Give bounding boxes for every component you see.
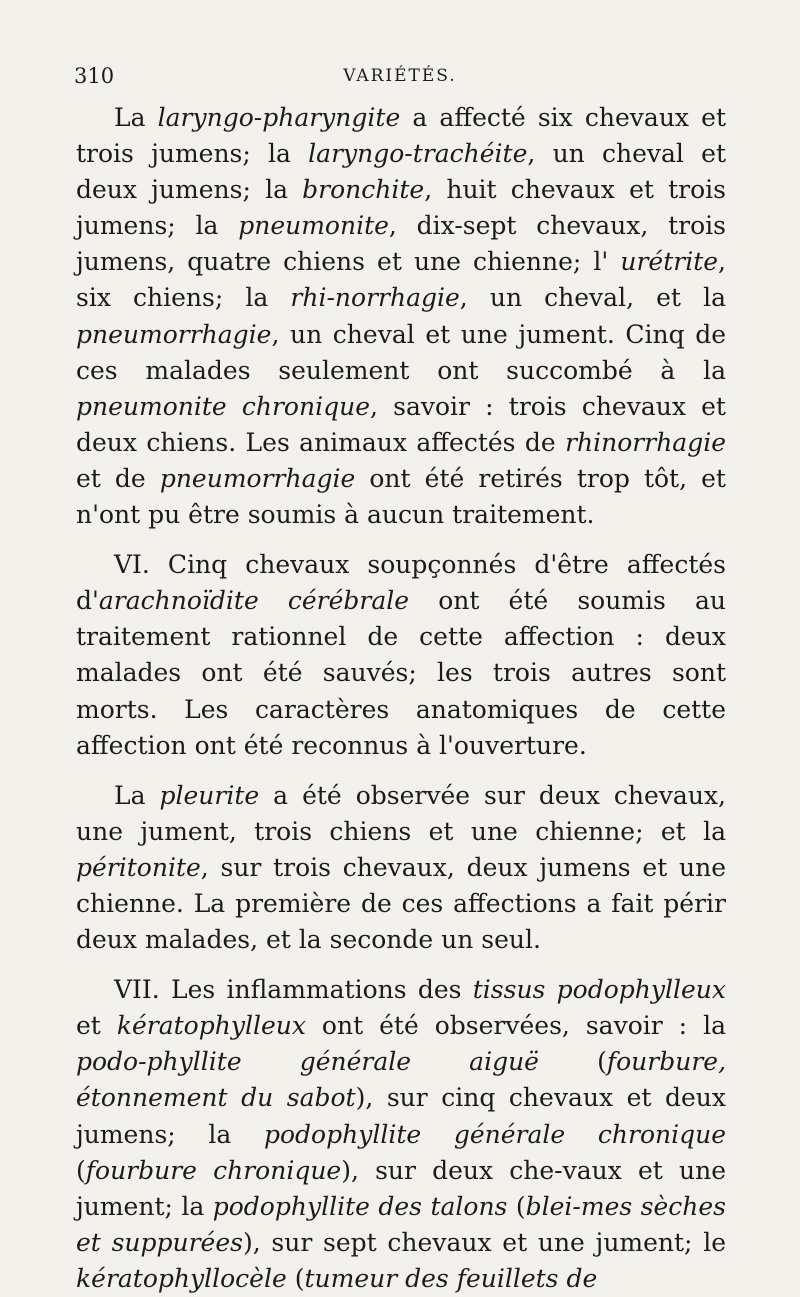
text-run: ( xyxy=(507,1191,526,1221)
italic-term: laryngo-pharyngite xyxy=(157,103,401,132)
page-number: 310 xyxy=(74,64,115,88)
running-title: VARIÉTÉS. xyxy=(343,66,457,86)
text-run: ), sur cinq chevaux et deux jumens; la xyxy=(76,1083,727,1149)
text-run: , un cheval, et la xyxy=(459,283,726,313)
italic-term: rhinorrhagie xyxy=(565,427,726,457)
text-run: ), sur deux che-vaux et une jument; la xyxy=(76,1155,726,1221)
paragraph xyxy=(76,100,726,533)
page-header xyxy=(74,60,726,92)
text-run: La xyxy=(114,780,160,810)
italic-term: tumeur des feuillets de xyxy=(304,1263,598,1293)
text-run: La xyxy=(114,103,158,132)
italic-term: fourbure chronique xyxy=(85,1155,342,1185)
italic-term: rhi-norrhagie xyxy=(290,283,460,313)
text-run: ont été retirés trop tôt, et n'ont pu être soumis à aucun traitement. xyxy=(76,463,726,530)
italic-term: arachnoïdite cérébrale xyxy=(98,586,410,616)
italic-term: laryngo-trachéite xyxy=(308,139,528,169)
italic-term: tissus podophylleux xyxy=(472,975,726,1005)
text-run: ont été soumis au traitement rationnel de cette affection : deux malades ont été sauvés; les trois autres sont morts. Les caractères anatomiques de cette affection ont été reconnus à l'ouverture. xyxy=(76,586,726,760)
text-run: VI. Cinq chevaux soupçonnés d'être affectés d' xyxy=(76,550,726,616)
text-run: et de xyxy=(76,463,160,493)
italic-term: pneumonite xyxy=(238,211,389,241)
italic-term: podophyllite générale chronique xyxy=(264,1119,726,1149)
italic-term: podophyllite des talons xyxy=(212,1191,508,1221)
italic-term: bronchite xyxy=(302,175,425,205)
italic-term: fourbure, étonnement du sabot xyxy=(76,1047,727,1113)
italic-term: pneumorrhagie xyxy=(159,463,356,493)
italic-term: pneumonite chronique xyxy=(76,391,370,421)
text-run: VII. Les inflammations des xyxy=(114,975,473,1005)
text-run: ( xyxy=(538,1047,607,1077)
italic-term: podo-phyllite générale aiguë xyxy=(76,1047,539,1077)
paragraph xyxy=(76,972,726,1297)
italic-term: péritonite xyxy=(76,852,201,882)
italic-term: pneumorrhagie xyxy=(76,319,272,349)
italic-term: kératophyllocèle xyxy=(76,1263,287,1293)
text-run: ), sur sept chevaux et une jument; le xyxy=(242,1227,727,1257)
paragraph xyxy=(76,778,726,958)
italic-term: pleurite xyxy=(159,780,260,810)
text-run: et xyxy=(76,1011,117,1041)
text-run: , un cheval et une jument. Cinq de ces malades seulement ont succombé à la xyxy=(76,319,726,385)
text-run: ont été observées, savoir : la xyxy=(305,1011,726,1041)
text-run: , six chiens; la xyxy=(76,247,726,313)
text-run: , huit chevaux et trois jumens; la xyxy=(76,175,726,241)
italic-term: urétrite xyxy=(620,247,719,277)
text-run: a été observée sur deux chevaux, une jument, trois chiens et une chienne; et la xyxy=(76,780,726,846)
text-run: , un cheval et deux jumens; la xyxy=(76,139,726,205)
text-run: a affecté six chevaux et trois jumens; la xyxy=(76,103,726,169)
page-body xyxy=(76,100,726,1297)
text-run: , dix-sept chevaux, trois jumens, quatre chiens et une chienne; l' xyxy=(76,211,726,277)
text-run: , sur trois chevaux, deux jumens et une chienne. La première de ces affections a fait périr deux malades, et la seconde un seul. xyxy=(76,852,726,955)
text-run: ( xyxy=(76,1155,86,1185)
text-run: ( xyxy=(286,1263,305,1293)
italic-term: blei-mes sèches et suppurées xyxy=(76,1191,727,1257)
paragraph xyxy=(76,547,726,764)
text-run: , savoir : trois chevaux et deux chiens. Les animaux affectés de xyxy=(76,391,726,457)
italic-term: kératophylleux xyxy=(116,1011,306,1041)
